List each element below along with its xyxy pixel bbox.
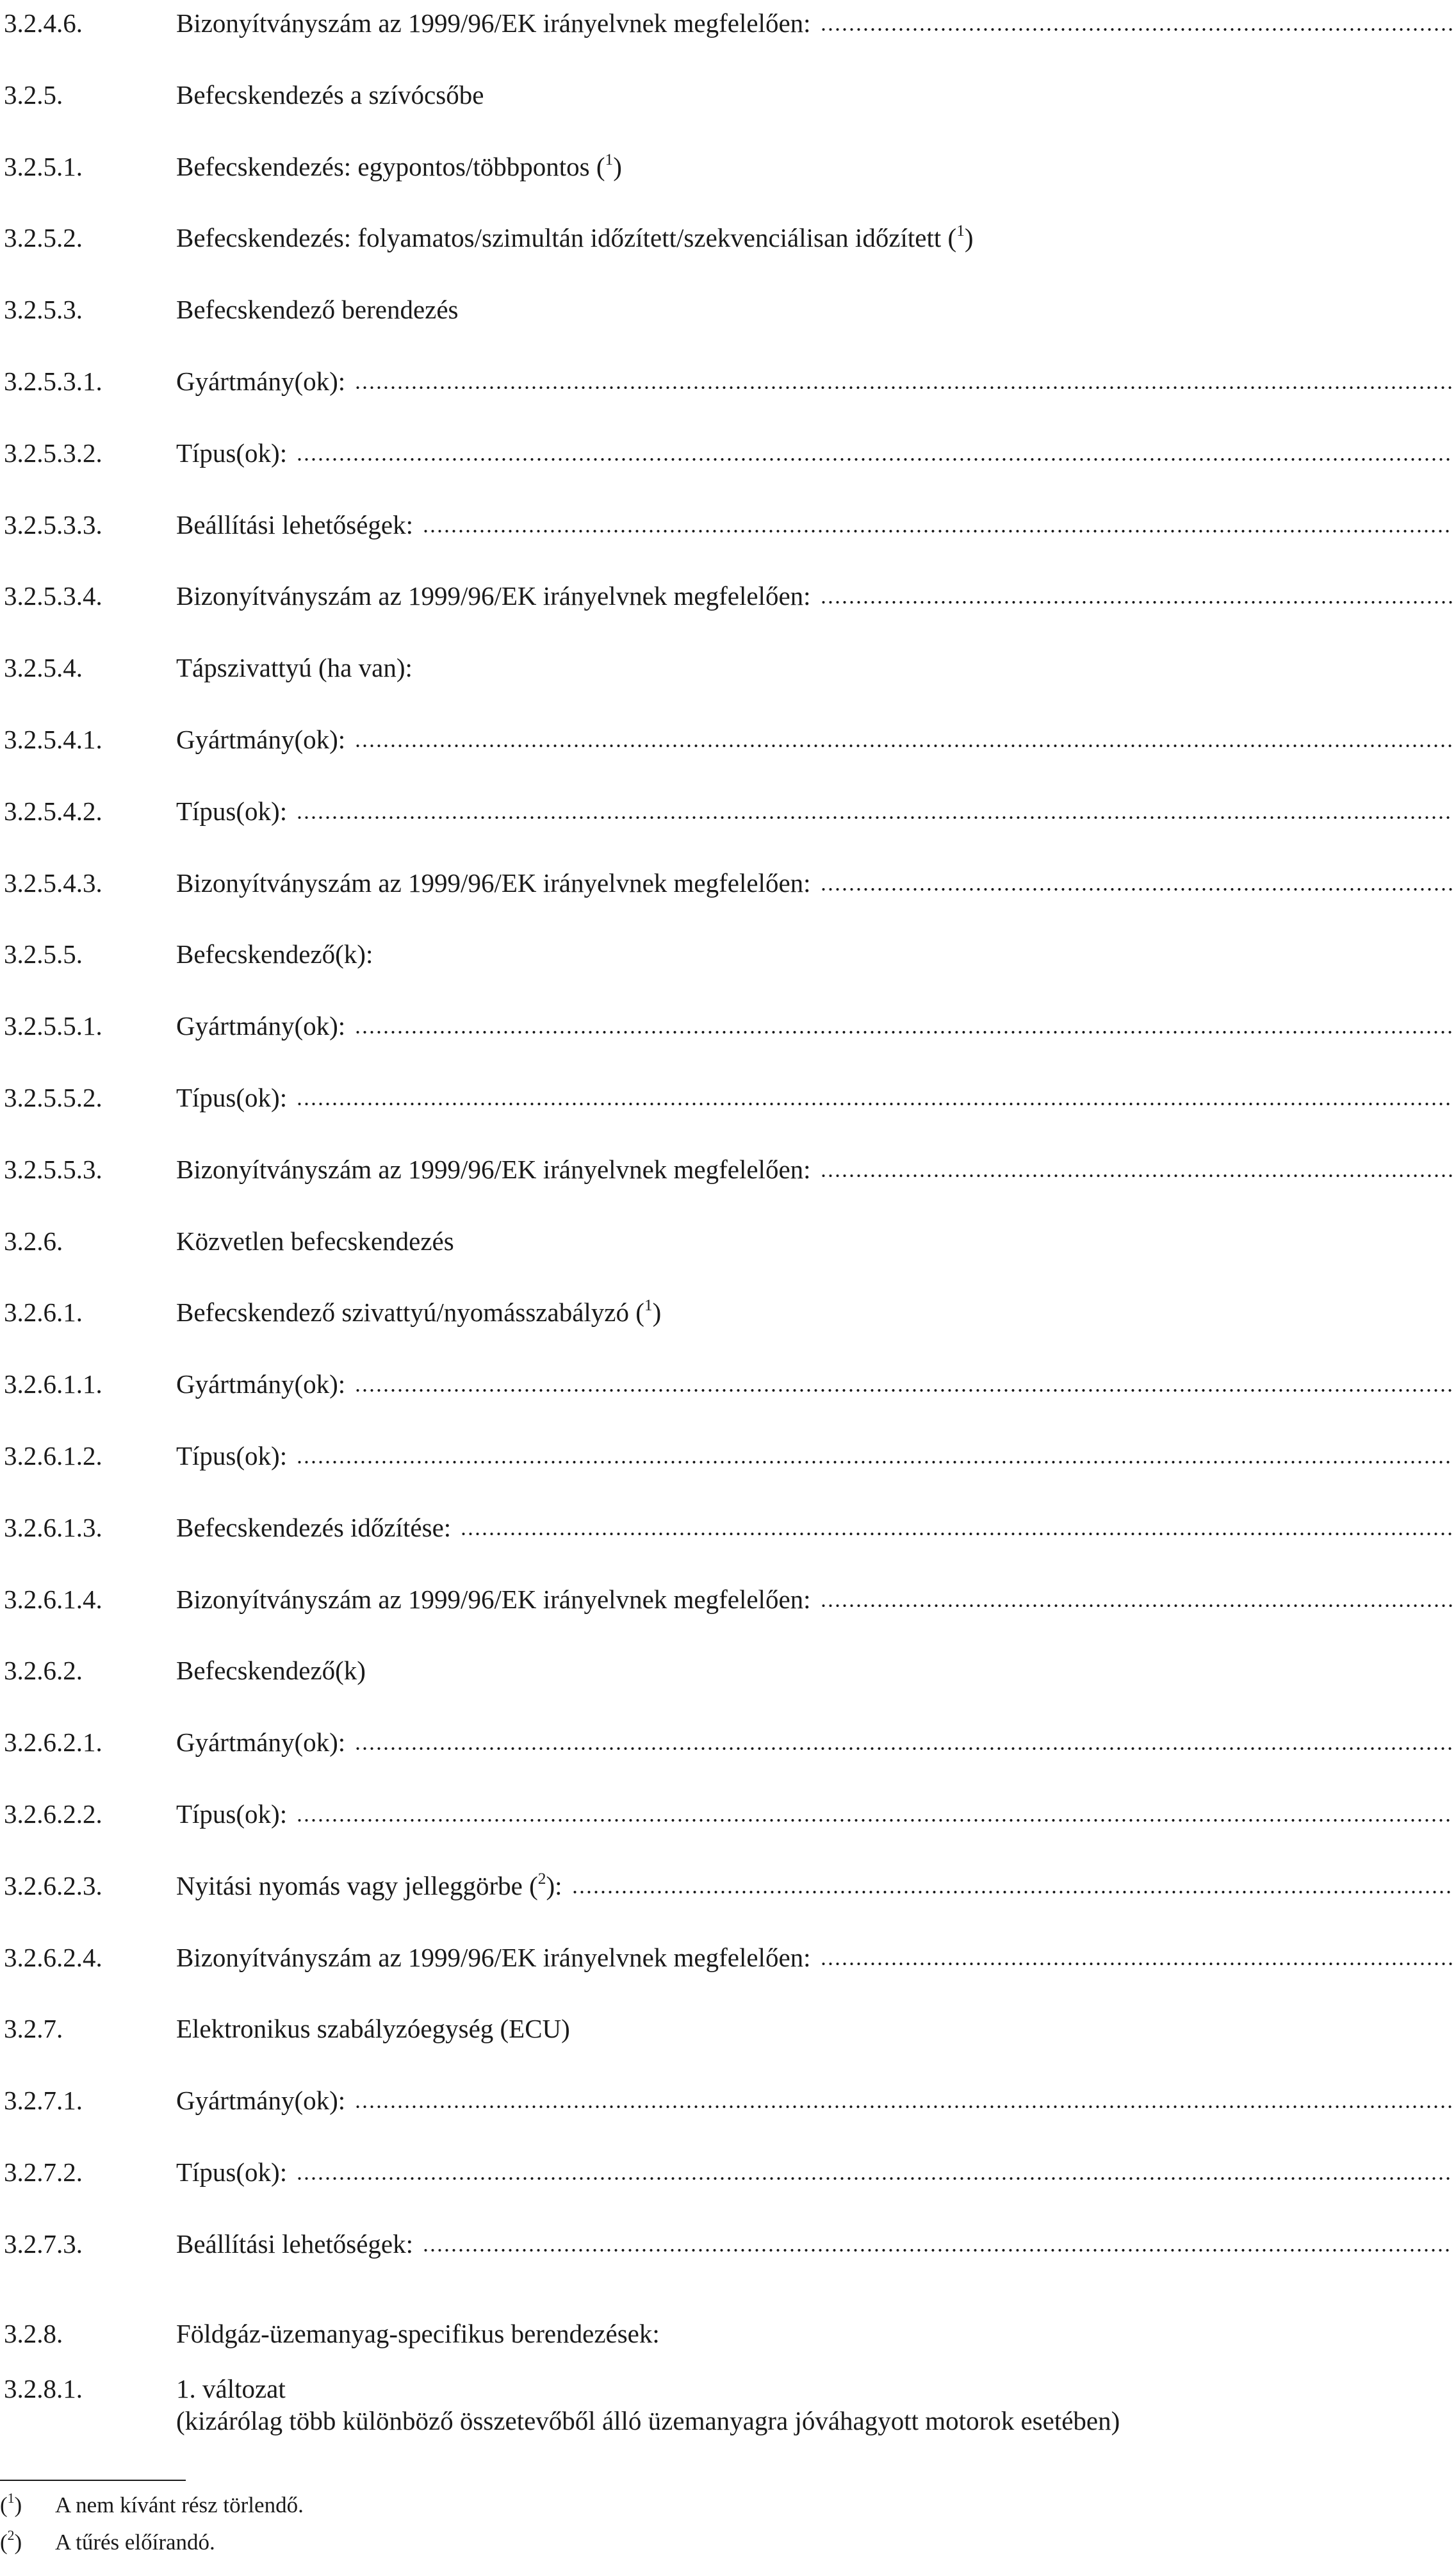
item-number: 3.2.6.1.2.: [4, 1441, 102, 1470]
dotted-fill-line: [354, 743, 1453, 748]
item-number: 3.2.5.2.: [4, 223, 83, 252]
list-item-3-2-5: [4, 72, 1453, 110]
item-number: 3.2.7.1.: [4, 2086, 83, 2115]
item-label-text: Gyártmány(ok):: [176, 725, 346, 754]
item-label: [176, 1297, 661, 1328]
item-text-line-2: (kizárólag több különböző összetevőből álló üzemanyagra jóváhagyott motorok esetében): [176, 2406, 1120, 2435]
item-label: [176, 438, 287, 468]
item-label: [176, 151, 622, 182]
footnote-reference: 1: [605, 150, 614, 169]
dotted-fill-line: [296, 1460, 1453, 1465]
item-label-text: Beállítási lehetőségek:: [176, 510, 414, 540]
item-number: 3.2.5.3.: [4, 295, 83, 324]
list-item-3-2-5-4: [4, 645, 1453, 683]
item-number: 3.2.7.3.: [4, 2229, 83, 2259]
dotted-fill-line: [820, 1603, 1453, 1608]
item-label-text: Befecskendezés időzítése:: [176, 1513, 452, 1542]
list-item-3-2-8-1: [4, 2373, 1453, 2437]
item-label: [176, 1226, 454, 1256]
item-label-text: Beállítási lehetőségek:: [176, 2229, 414, 2259]
item-label: [176, 939, 373, 969]
list-item-3-2-6-1-3: [4, 1504, 1453, 1543]
list-item-3-2-5-3-2: [4, 430, 1453, 468]
item-label-text: Befecskendező(k):: [176, 939, 373, 969]
dotted-fill-line: [354, 1388, 1453, 1393]
footnote-mark: ($^2$): [0, 2528, 22, 2555]
item-label: [176, 2228, 413, 2259]
list-item-3-2-6-2-4: [4, 1934, 1453, 1973]
item-label-text: Gyártmány(ok):: [176, 2086, 346, 2115]
dotted-fill-line: [296, 1818, 1453, 1823]
dotted-fill-line: [354, 385, 1453, 390]
item-number: 3.2.5.5.1.: [4, 1011, 102, 1041]
dotted-fill-line: [296, 1101, 1453, 1107]
list-item-3-2-7-2: [4, 2149, 1453, 2187]
item-label: [176, 1584, 811, 1615]
item-label-text: Nyitási nyomás vagy jelleggörbe (: [176, 1871, 538, 1900]
item-label: [176, 1082, 287, 1113]
item-number: 3.2.6.: [4, 1226, 63, 1256]
dotted-fill-line: [820, 887, 1453, 892]
footnote-separator: [0, 2480, 186, 2481]
list-item-3-2-6-1-2: [4, 1433, 1453, 1471]
item-label: [176, 2318, 660, 2349]
list-item-3-2-6-2-3: [4, 1863, 1453, 1901]
item-label-text: Bizonyítványszám az 1999/96/EK irányelvnek megfelelően:: [176, 1943, 811, 1972]
item-label: [176, 2157, 287, 2187]
dotted-fill-line: [820, 1961, 1453, 1966]
item-label-text: Gyártmány(ok):: [176, 1727, 346, 1757]
item-text-line-1: 1. változat: [176, 2374, 286, 2403]
item-label: [176, 1727, 345, 1758]
list-item-3-2-8: [4, 2311, 1453, 2349]
dotted-fill-line: [820, 600, 1453, 605]
dotted-fill-line: [354, 2104, 1453, 2109]
list-item-3-2-5-1: [4, 144, 1453, 182]
item-label-text: Gyártmány(ok):: [176, 1369, 346, 1399]
dotted-fill-line: [296, 2176, 1453, 2181]
list-item-3-2-6-2-1: [4, 1719, 1453, 1758]
item-label: [176, 1369, 345, 1399]
item-label: [176, 509, 413, 540]
item-label: [176, 1010, 345, 1041]
footnote-text: A tűrés előírandó.: [55, 2530, 215, 2555]
item-label-text: Földgáz-üzemanyag-specifikus berendezések:: [176, 2319, 660, 2348]
item-label-text: Befecskendezés a szívócsőbe: [176, 80, 484, 110]
item-number: 3.2.6.1.3.: [4, 1513, 102, 1542]
item-number: 3.2.5.5.2.: [4, 1083, 102, 1112]
dotted-fill-line: [354, 1030, 1453, 1035]
list-item-3-2-5-3-4: [4, 573, 1453, 611]
item-label-text: Elektronikus szabályzóegység (ECU): [176, 2014, 570, 2043]
list-item-3-2-5-5-2: [4, 1075, 1453, 1113]
item-number: 3.2.6.1.: [4, 1297, 83, 1327]
item-label-text: Gyártmány(ok):: [176, 1011, 346, 1041]
item-label-text: Bizonyítványszám az 1999/96/EK irányelvnek megfelelően:: [176, 1155, 811, 1184]
item-label: [176, 79, 484, 110]
list-item-3-2-5-3-3: [4, 502, 1453, 540]
item-label-text: Befecskendező(k): [176, 1656, 366, 1685]
item-number: 3.2.5.5.3.: [4, 1155, 102, 1184]
list-item-3-2-5-5: [4, 931, 1453, 969]
list-item-3-2-7: [4, 2006, 1453, 2044]
item-number: 3.2.5.4.: [4, 653, 83, 682]
item-number: 3.2.5.3.2.: [4, 438, 102, 468]
item-label: [176, 1440, 287, 1471]
item-label-text: Típus(ok):: [176, 1083, 288, 1112]
list-item-3-2-6-1-4: [4, 1576, 1453, 1615]
item-number: 3.2.6.2.3.: [4, 1871, 102, 1900]
dotted-fill-line: [571, 1890, 1453, 1895]
item-label-suffix: ): [652, 1297, 662, 1327]
footnote-mark: ($^1$): [0, 2491, 22, 2517]
item-label: [176, 1655, 366, 1686]
list-item-3-2-5-4-1: [4, 716, 1453, 755]
item-label: [176, 222, 974, 253]
footnote-text: A nem kívánt rész törlendő.: [55, 2492, 304, 2517]
item-label-text: Típus(ok):: [176, 1441, 288, 1470]
item-label: [176, 2013, 570, 2044]
item-label-text: Bizonyítványszám az 1999/96/EK irányelvnek megfelelően:: [176, 8, 811, 38]
item-number: 3.2.8.: [4, 2319, 63, 2348]
item-label-text: Bizonyítványszám az 1999/96/EK irányelvnek megfelelően:: [176, 1585, 811, 1614]
item-label-text: Típus(ok):: [176, 1799, 288, 1829]
footnote-reference: 1: [644, 1296, 653, 1314]
list-item-3-2-6-1-1: [4, 1361, 1453, 1399]
item-label: [176, 1154, 811, 1185]
list-item-3-2-5-4-3: [4, 860, 1453, 898]
item-label-text: Gyártmány(ok):: [176, 367, 346, 396]
item-number: 3.2.5.1.: [4, 152, 83, 181]
list-item-3-2-6-2: [4, 1647, 1453, 1686]
item-label-text: Típus(ok):: [176, 2157, 288, 2187]
item-number: 3.2.6.1.1.: [4, 1369, 102, 1399]
dotted-fill-line: [820, 27, 1453, 32]
item-label: [176, 1942, 811, 1973]
list-item-3-2-5-5-1: [4, 1003, 1453, 1041]
item-label-text: Bizonyítványszám az 1999/96/EK irányelvnek megfelelően:: [176, 581, 811, 611]
item-number: 3.2.7.: [4, 2014, 63, 2043]
dotted-fill-line: [296, 815, 1453, 820]
item-label-text: Típus(ok):: [176, 438, 288, 468]
item-label: [176, 1512, 451, 1543]
item-number: 3.2.5.: [4, 80, 63, 110]
item-number: 3.2.6.2.4.: [4, 1943, 102, 1972]
item-text: [176, 2373, 1120, 2437]
item-label: [176, 868, 811, 898]
dotted-fill-line: [296, 457, 1453, 462]
item-label: [176, 581, 811, 611]
item-label-text: Befecskendezés: egypontos/többpontos (: [176, 152, 605, 181]
dotted-fill-line: [460, 1531, 1453, 1536]
list-item-3-2-6: [4, 1218, 1453, 1256]
footnote-reference: 2: [537, 1869, 546, 1888]
footnote-2: [0, 2530, 215, 2555]
item-number: 3.2.8.1.: [4, 2374, 83, 2403]
item-number: 3.2.5.4.1.: [4, 725, 102, 754]
item-label: [176, 2085, 345, 2116]
list-item-3-2-4-6: [4, 0, 1453, 38]
list-item-3-2-5-3: [4, 286, 1453, 325]
item-number: 3.2.5.3.3.: [4, 510, 102, 540]
item-number: 3.2.5.4.3.: [4, 868, 102, 898]
list-item-3-2-7-1: [4, 2077, 1453, 2116]
list-item-3-2-6-2-2: [4, 1791, 1453, 1829]
item-label: [176, 1799, 287, 1829]
item-label-text: Befecskendezés: folyamatos/szimultán időzített/szekvenciálisan időzített (: [176, 223, 957, 252]
item-label: [176, 366, 345, 397]
item-label-text: Típus(ok):: [176, 796, 288, 826]
item-label-suffix: ):: [546, 1871, 562, 1900]
item-label-text: Befecskendező berendezés: [176, 295, 459, 324]
list-item-3-2-7-3: [4, 2221, 1453, 2259]
dotted-fill-line: [422, 529, 1453, 534]
footnote-reference: 1: [956, 221, 965, 240]
item-label: [176, 294, 459, 325]
item-label: [176, 796, 287, 827]
item-label-text: Bizonyítványszám az 1999/96/EK irányelvnek megfelelően:: [176, 868, 811, 898]
item-number: 3.2.6.2.2.: [4, 1799, 102, 1829]
footnote-1: [0, 2492, 304, 2518]
item-label-suffix: ): [964, 223, 974, 252]
item-label-text: Tápszivattyú (ha van):: [176, 653, 413, 682]
item-number: 3.2.5.3.1.: [4, 367, 102, 396]
item-label-suffix: ): [613, 152, 622, 181]
list-item-3-2-5-4-2: [4, 788, 1453, 827]
item-number: 3.2.6.2.: [4, 1656, 83, 1685]
item-label: [176, 724, 345, 755]
item-number: 3.2.5.5.: [4, 939, 83, 969]
item-label-text: Befecskendező szivattyú/nyomásszabályzó (: [176, 1297, 644, 1327]
dotted-fill-line: [422, 2248, 1453, 2253]
item-label: [176, 652, 413, 683]
dotted-fill-line: [820, 1173, 1453, 1178]
item-number: 3.2.5.3.4.: [4, 581, 102, 611]
list-item-3-2-5-3-1: [4, 358, 1453, 397]
item-number: 3.2.5.4.2.: [4, 796, 102, 826]
item-number: 3.2.6.1.4.: [4, 1585, 102, 1614]
item-label: [176, 8, 811, 38]
item-number: 3.2.4.6.: [4, 8, 83, 38]
dotted-fill-line: [354, 1746, 1453, 1751]
item-label: [176, 1870, 562, 1901]
item-number: 3.2.6.2.1.: [4, 1727, 102, 1757]
item-number: 3.2.7.2.: [4, 2157, 83, 2187]
list-item-3-2-6-1: [4, 1289, 1453, 1328]
list-item-3-2-5-5-3: [4, 1146, 1453, 1185]
item-label-text: Közvetlen befecskendezés: [176, 1226, 454, 1256]
list-item-3-2-5-2: [4, 215, 1453, 253]
